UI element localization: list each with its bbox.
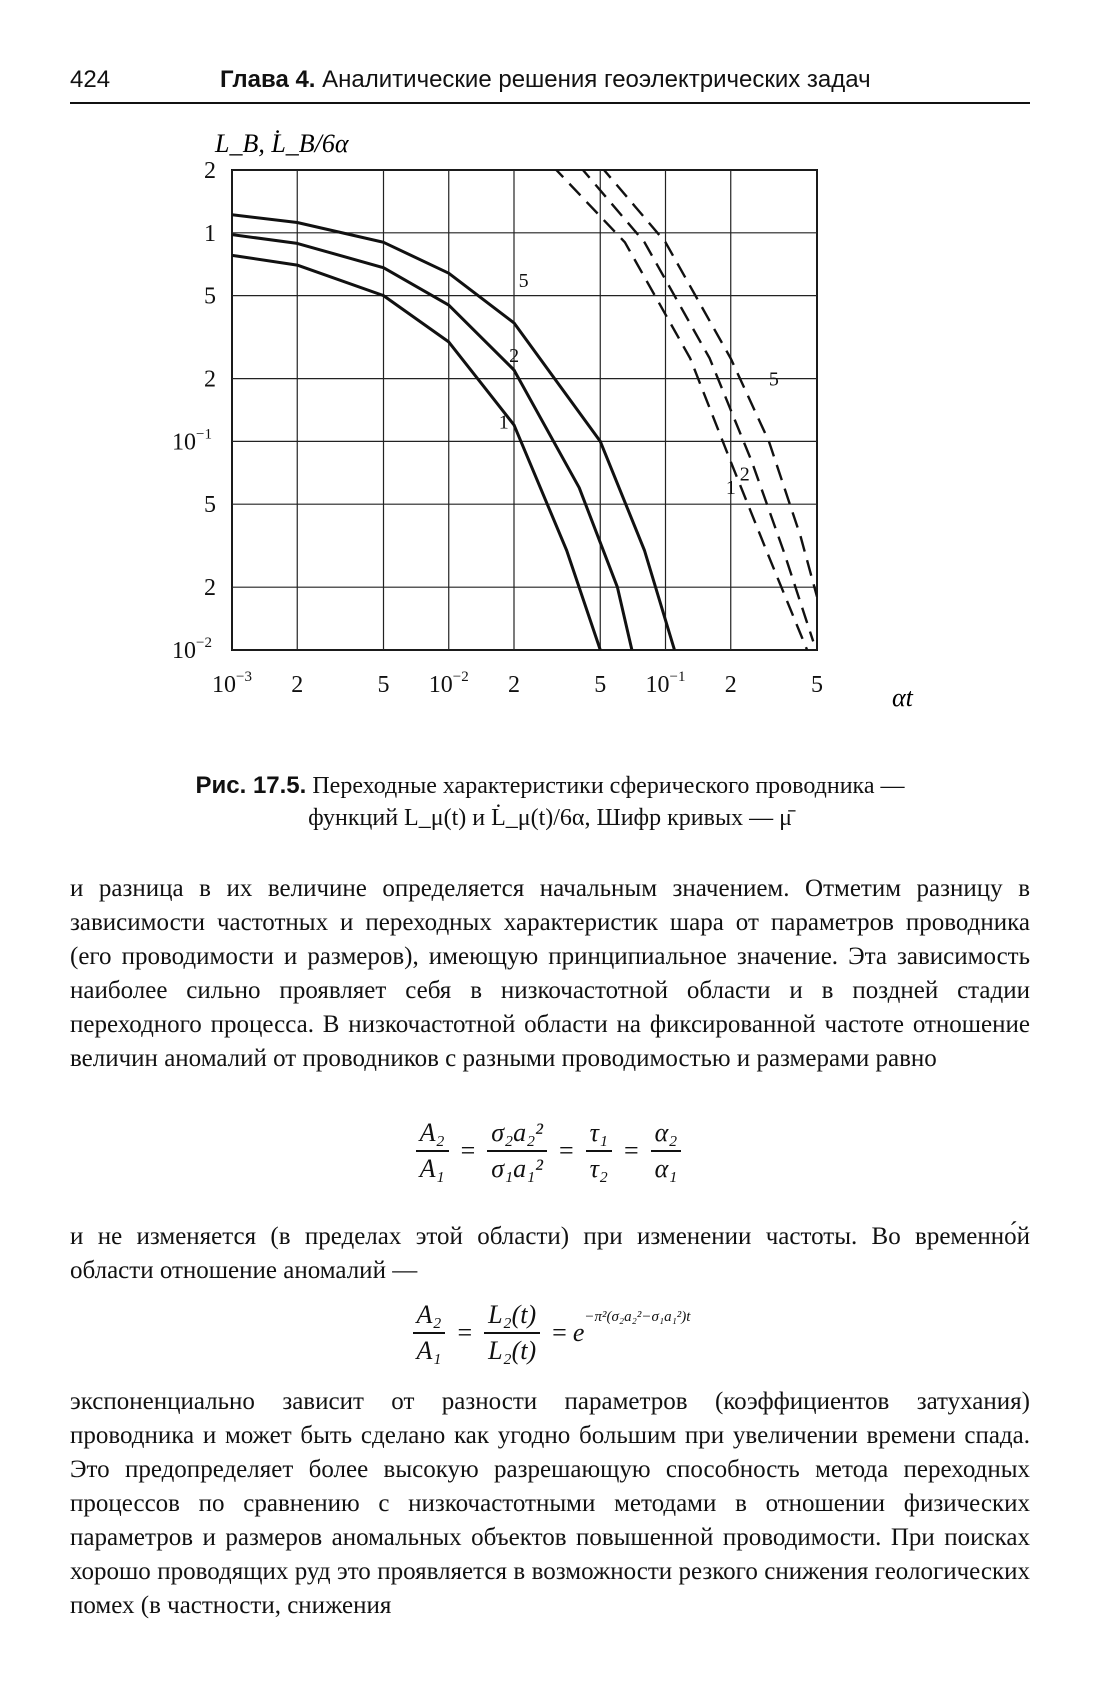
y-tick-label: 1	[204, 220, 216, 247]
x-tick-label: 5	[594, 672, 607, 698]
chart-annotations	[499, 270, 779, 499]
frac-num: α₂	[651, 1118, 682, 1152]
frac-num: A₂	[413, 1300, 446, 1334]
curve-label: 1	[725, 476, 736, 499]
chapter-title: Аналитические решения геоэлектрических задач	[322, 66, 871, 93]
curve-solid-5	[232, 215, 675, 650]
exp-power: −π²(σ₂a₂²−σ₁a₁²)t	[584, 1309, 691, 1326]
x-tick-label: 5	[377, 672, 390, 698]
y-tick-label: 5	[204, 492, 216, 519]
frac-den: L₂(t)	[488, 1336, 537, 1365]
paragraph-1: и разница в их величине определяется начальным значением. Отметим разницу в зависимости частотных и переходных характеристик шара от параметров проводника (его проводимости и размеров), имеющую принципиальное значение. Эта зависимость наиболее сильно проявляет себя в низкочастотной области и в поздней стадии переходного процесса. В низкочастотной области на фиксированной частоте отношение величин аномалий от проводников с разными проводимостью и размерами равно	[70, 875, 1030, 1072]
curve-label: 5	[518, 269, 529, 292]
x-tick-label: 5	[811, 672, 823, 698]
x-axis-label: αt	[892, 683, 913, 712]
caption-line-2: функций L_μ(t) и L̇_μ(t)/6α, Шифр кривых — μ̄	[308, 805, 792, 831]
paragraph-2: и не изменяется (в пределах этой области) при изменении частоты. Во временно́й области отношение аномалий —	[70, 1223, 1030, 1284]
chart-curves	[232, 166, 817, 650]
caption-label: Рис. 17.5.	[195, 772, 307, 799]
formula-ratio-frequency: $\frac{\text{A₂}}{\text{A₁}}$ = $\frac{\text{σ₂a₂²}}{\text{σ₁a₁²}}$ = $\frac{\text{τ₁}}{\text{τ₂}}$ = $\frac{\text{α₂}}{\text{α₁}}$	[0, 1118, 1097, 1184]
y-axis-label: L_B, L̇_B/6α	[215, 129, 349, 158]
y-tick-label: $10^{-2}$	[172, 635, 212, 664]
chapter-label: Глава 4.	[220, 66, 316, 93]
curve-label: 5	[768, 368, 779, 391]
x-tick-label: 2	[724, 672, 737, 698]
y-tick-label: 2	[204, 158, 216, 184]
curve-solid-1	[232, 255, 600, 650]
y-tick-label: 2	[204, 575, 216, 602]
frac-num: τ₁	[586, 1118, 612, 1152]
plot-frame	[232, 170, 817, 650]
frac-num: σ₂a₂²	[487, 1118, 547, 1152]
frac-den: α₁	[654, 1154, 678, 1183]
paragraph-3: экспоненциально зависит от разности параметров (коэффициентов затухания) проводника и может быть сделано как угодно большим при увеличении времени спада. Это предопределяет более высокую разрешающую способность метода переходных процессов по сравнению с низкочастотными методами в отношении физических параметров и размеров аномальных объектов повышенной проводимости. При поисках хорошо проводящих руд это проявляется в возможности резкого снижения геологических помех (в частности, снижения	[70, 1388, 1030, 1619]
x-tick-label: $10^{-3}$	[212, 669, 252, 698]
frac-num: L₂(t)	[484, 1300, 540, 1334]
page-number: 424	[70, 66, 111, 93]
page-header	[70, 62, 1030, 104]
frac-den: τ₂	[589, 1154, 608, 1183]
curve-label: 2	[509, 345, 520, 368]
curve-label: 1	[498, 411, 509, 434]
curve-dashed-1	[552, 166, 807, 650]
figure-caption	[100, 770, 1000, 834]
figure-chart	[0, 120, 1097, 760]
frac-den: A₁	[416, 1336, 442, 1365]
curve-label: 2	[739, 463, 750, 486]
running-title	[220, 66, 871, 94]
y-tick-label: $10^{-1}$	[172, 426, 212, 456]
y-tick-label: 2	[204, 366, 216, 393]
curve-dashed-2	[579, 166, 813, 642]
x-tick-label: 2	[291, 672, 304, 698]
exp-base: e	[572, 1318, 585, 1347]
chart-grid	[232, 170, 817, 650]
x-tick-label: $10^{-1}$	[645, 669, 686, 698]
frac-den: A₁	[419, 1154, 445, 1183]
y-tick-label: 5	[204, 283, 216, 310]
frac-den: σ₁a₁²	[491, 1154, 543, 1183]
caption-line-1: Переходные характеристики сферического проводника —	[312, 773, 905, 799]
x-tick-label: 2	[507, 672, 520, 698]
formula-ratio-time: $\frac{\text{A₂}}{\text{A₁}}$ = $\frac{\text{L₂(t)}}{\text{L₂(t)}}$ = $e^{-\pi^2(\sigma_2a_2^2-\sigma_1a_1^2)t}$	[0, 1300, 1097, 1366]
x-tick-label: $10^{-2}$	[428, 669, 469, 698]
frac-num: A₂	[416, 1118, 449, 1152]
